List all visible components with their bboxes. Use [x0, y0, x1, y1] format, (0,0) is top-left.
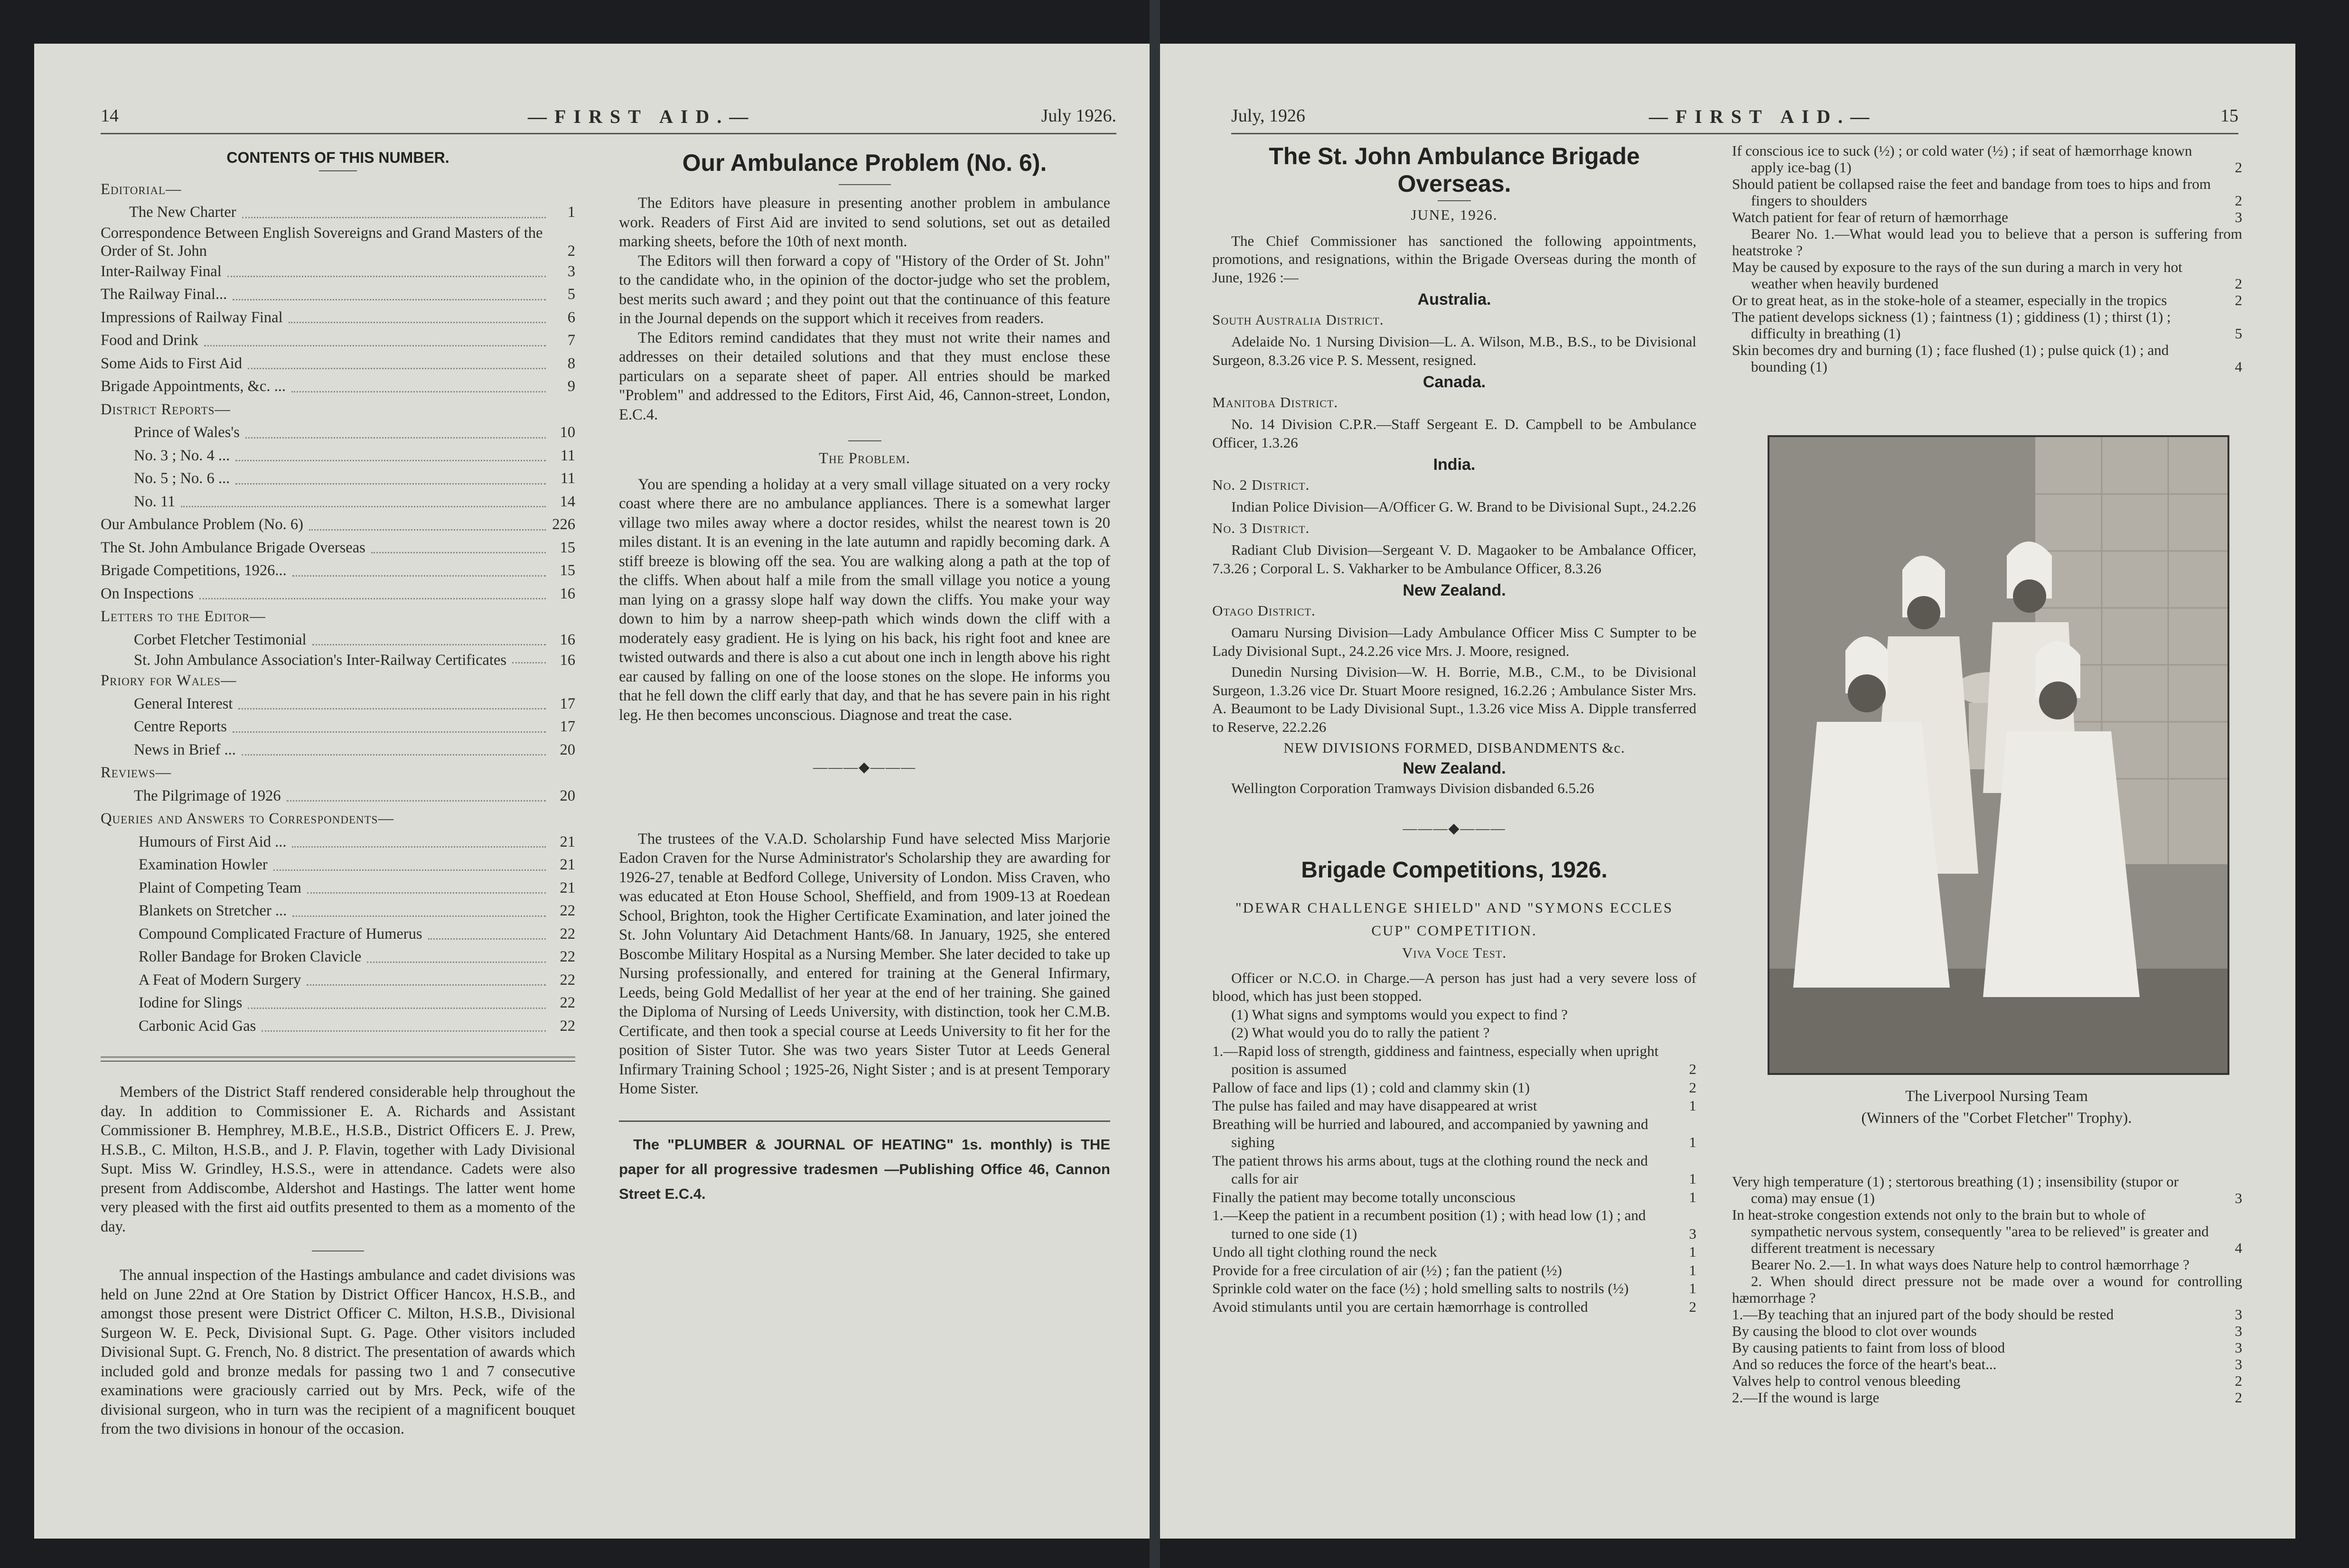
issue-date: July 1926.: [1041, 106, 1116, 126]
problem-intro-2: The Editors will then forward a copy of "History of the Order of St. John" to the candidate who, in the opinion of the doctor-judge who set the problem, best merits such award ; and they point out that the continuance of this feature in the Journal depends on the support which it receives from readers.: [619, 252, 1110, 327]
heading-rule: [1438, 200, 1471, 201]
hastings-note: The annual inspection of the Hastings ambulance and cadet divisions was held on June 22nd at Ore Station by District Officer Hancox, H.S.B., and amongst those present were District Officer C. Milton, H.S.B., Divisional Surgeon W. E. Peck, Divisional Supt. G. Page. Other visitors included Divisional Supt. G. French, No. 8 district. The presentation of awards which included gold and bronze medals for passing two 1 and 7 consecutive examinations were graciously carried out by Mrs. Peck, wife of the divisional surgeon, who in turn was the recipient of a magnificent bouquet from the two divisions in honour of the occasion.: [101, 1267, 575, 1437]
marks-value: 2: [2235, 159, 2242, 176]
district-note: Members of the District Staff rendered considerable help throughout the day. In addition to Commissioner E. A. Richards and Assistant Commissioner B. Hemphrey, M.B.E., H.S.B., District Officers E. J. Prew, H.S.B., C. Milton, H.S.B., and J. P. Flavin, together with Lady Divisional Supt. Miss W. Grindley, H.S.S., were in attendance. Cadets were also present from Addiscombe, Aldershot and Hastings. The latter went home very pleased with the first aid outfits presented to them as a momento of the day.: [101, 1083, 575, 1235]
marks-text: In heat-stroke congestion extends not only to the brain but to whole of sympathetic nervous system, consequently "area to be relieved" is greater and different treatment is necessary: [1732, 1206, 2209, 1256]
contents-entry-page: 15: [560, 562, 575, 579]
contents-entry: [101, 669, 575, 692]
contents-entry: [101, 715, 575, 738]
contents-entry-page: 16: [560, 585, 575, 602]
district-heading: South Australia District.: [1212, 311, 1384, 328]
marks-value: 2: [1689, 1298, 1696, 1315]
contents-entry-page: 22: [560, 1017, 575, 1035]
leader-dots: [307, 984, 546, 986]
test-heading: Viva Voce Test.: [1402, 944, 1507, 961]
marks-text: 2.—If the wound is large: [1732, 1389, 1880, 1406]
marks-value: 2: [1689, 1061, 1696, 1077]
contents-entry-title: Centre Reports: [134, 718, 227, 735]
nursing-team-photo: [1768, 435, 2229, 1075]
leader-dots: [371, 552, 546, 553]
marks-value: 2: [2235, 1372, 2242, 1389]
contents-entry: [101, 467, 575, 490]
marks-text: 1.—By teaching that an injured part of the body should be rested: [1732, 1306, 2114, 1323]
marks-value: 1: [1689, 1280, 1696, 1297]
contents-entry: [101, 738, 575, 762]
contents-entry-title: No. 11: [134, 493, 176, 510]
contents-rule: [101, 1056, 575, 1062]
contents-entry-page: 9: [567, 378, 575, 395]
leader-dots: [199, 598, 546, 599]
contents-entry-title: Blankets on Stretcher ...: [139, 902, 287, 919]
marks-row: [1212, 1279, 1696, 1298]
marks-row: [1732, 176, 2242, 209]
appointment-entry: Adelaide No. 1 Nursing Division—L. A. Wilson, M.B., B.S., to be Divisional Surgeon, 8.3.26 vice P. S. Messent, resigned.: [1212, 333, 1696, 368]
marks-row: [1732, 292, 2242, 308]
marks-text: And so reduces the force of the heart's beat...: [1732, 1356, 1997, 1372]
marks-value: 2: [2235, 292, 2242, 308]
question-2: (2) What would you do to rally the patient ?: [1231, 1024, 1490, 1041]
contents-entry-title: Compound Complicated Fracture of Humerus: [139, 925, 422, 943]
marks-text: Very high temperature (1) ; stertorous breathing (1) ; insensibility (stupor or coma) may ensue (1): [1732, 1173, 2179, 1206]
problem-subheading: The Problem.: [819, 450, 910, 467]
contents-entry: [101, 807, 575, 831]
leader-dots: [233, 731, 546, 733]
marks-text: Finally the patient may become totally unconscious: [1212, 1188, 1516, 1205]
marks-row: [1212, 1243, 1696, 1261]
marks-row: [1212, 1261, 1696, 1280]
contents-entry-page: 22: [560, 948, 575, 965]
marks-value: 1: [1689, 1134, 1696, 1150]
marks-text: The pulse has failed and may have disappeared at wrist: [1212, 1097, 1537, 1114]
marks-value: 3: [2235, 1323, 2242, 1339]
contents-entry: [101, 831, 575, 854]
running-title: —FIRST AID.—: [1649, 106, 1877, 127]
contents-entry-title: Reviews—: [101, 764, 172, 781]
marks-text: Breathing will be hurried and laboured, and accompanied by yawning and sighing: [1212, 1115, 1648, 1150]
contents-entry: [101, 352, 575, 375]
bearer-2-question: Bearer No. 2.—1. In what ways does Nature help to control hæmorrhage ?: [1751, 1256, 2190, 1273]
marks-value: 1: [1689, 1261, 1696, 1279]
contents-entry: [101, 224, 575, 260]
book-spine: [1150, 0, 1160, 1568]
contents-entry-title: No. 3 ; No. 4 ...: [134, 447, 230, 464]
contents-entry: [101, 1015, 575, 1038]
contents-entry: [101, 559, 575, 582]
leader-dots: [312, 644, 546, 645]
marks-value: 4: [2235, 1240, 2242, 1256]
contents-entry-title: Food and Drink: [101, 332, 198, 349]
section-ornament: ———◆———: [813, 759, 917, 775]
overseas-column: [1212, 142, 1696, 1316]
leader-dots: [242, 754, 546, 756]
vad-scholarship: The trustees of the V.A.D. Scholarship Fund have selected Miss Marjorie Eadon Craven for the Nurse Administrator's Scholarship they are awarding for 1926-27, tenable at Bedford College, University of London. Miss Craven, who was educated at Eton House School, Sheffield, and from 1909-13 at Roedean School, Brighton, took the Higher Certificate Examination, and later joined the St. John Voluntary Aid Detachment Hants/68. In January, 1925, she entered Boscombe Military Hospital as a Nursing Member. She later decided to take up Nursing professionally, and entered for training at the General Infirmary, Leeds, being Gold Medallist of her year at the end of her training. She gained the Diploma of Nursing of Leeds University, with distinction, took her C.M.B. Certificate, and then took a special course at Leeds University to fit her for the position of Sister Tutor. She was two years Sister Tutor at Leeds General Infirmary Training School ; 1925-26, Night Sister ; and is at present Temporary Home Sister.: [619, 830, 1110, 1097]
marks-text: Skin becomes dry and burning (1) ; face flushed (1) ; pulse quick (1) ; and bounding (1): [1732, 342, 2169, 375]
advert-rule: [619, 1120, 1110, 1122]
leader-dots: [262, 1030, 546, 1032]
leader-dots: [235, 460, 546, 461]
contents-entry-title: Inter-Railway Final: [101, 262, 222, 280]
contents-entry: [101, 628, 575, 652]
marks-text: Provide for a free circulation of air (½) ; fan the patient (½): [1212, 1261, 1562, 1279]
marks-row: [1732, 1173, 2242, 1206]
bearer-1-question: Bearer No. 1.—What would lead you to believe that a person is suffering from heatstroke ?: [1732, 225, 2242, 259]
district-heading: Otago District.: [1212, 602, 1316, 619]
leader-dots: [512, 662, 546, 663]
contents-entry-title: Correspondence Between English Sovereigns and Grand Masters of the Order of St. John: [101, 224, 543, 260]
marks-value: 2: [2235, 192, 2242, 209]
overseas-sections: [1212, 290, 1696, 736]
leader-dots: [291, 391, 546, 392]
marks-value: 3: [2235, 1306, 2242, 1323]
contents-entry-page: 22: [560, 994, 575, 1011]
contents-entry: [101, 201, 575, 224]
contents-entry-page: 21: [560, 879, 575, 896]
question-text: Officer or N.C.O. in Charge.—A person has just had a very severe loss of blood, which has just been stopped.: [1212, 969, 1696, 1004]
contents-entry-page: 17: [560, 718, 575, 735]
leader-dots: [248, 368, 546, 369]
contents-entry-page: 8: [567, 355, 575, 372]
problem-column: [619, 148, 1110, 1206]
overseas-month: JUNE, 1926.: [1411, 206, 1498, 223]
contents-entry: [101, 784, 575, 808]
marks-row: [1212, 1042, 1696, 1079]
marks-row: [1212, 1115, 1696, 1152]
contents-entry: [101, 490, 575, 513]
marks-value: 1: [1689, 1170, 1696, 1187]
contents-entry-title: Letters to the Editor—: [101, 608, 266, 625]
appointment-entry: Indian Police Division—A/Officer G. W. Brand to be Divisional Supt., 24.2.26: [1231, 498, 1696, 515]
marks-value: 4: [2235, 358, 2242, 375]
marks-value: 3: [2235, 1339, 2242, 1356]
contents-heading: CONTENTS OF THIS NUMBER.: [226, 149, 449, 166]
page-number: 14: [101, 106, 119, 126]
contents-entry-page: 20: [560, 787, 575, 804]
contents-entry-title: A Feat of Modern Surgery: [139, 971, 301, 989]
marks-row: [1732, 1372, 2242, 1389]
contents-entry: [101, 605, 575, 628]
caption-subtitle: (Winners of the "Corbet Fletcher" Trophy).: [1861, 1110, 2132, 1127]
contents-entry-title: Queries and Answers to Correspondents—: [101, 810, 394, 827]
contents-entry: [101, 306, 575, 329]
competitions-heading: Brigade Competitions, 1926.: [1301, 858, 1608, 883]
contents-entry-page: 11: [560, 447, 575, 464]
contents-entry-page: 3: [567, 262, 575, 280]
marks-value: 2: [1689, 1079, 1696, 1096]
overseas-intro: The Chief Commissioner has sanctioned the following appointments, promotions, and resignations, within the Brigade Overseas during the month of June, 1926 :—: [1212, 232, 1696, 286]
leader-dots: [289, 322, 546, 323]
contents-entry: [101, 513, 575, 536]
contents-entry-page: 7: [567, 332, 575, 349]
leader-dots: [273, 869, 546, 871]
leader-dots: [428, 938, 546, 940]
section-ornament: ———◆———: [1403, 820, 1506, 836]
marks-list-c: [1732, 259, 2242, 375]
contents-entry-title: No. 5 ; No. 6 ...: [134, 470, 230, 487]
leader-dots: [292, 846, 546, 848]
photo-caption: [1768, 1085, 2226, 1129]
marks-column: [1732, 142, 2242, 375]
contents-entry-title: Corbet Fletcher Testimonial: [134, 631, 307, 648]
marks-value: 3: [2235, 209, 2242, 225]
contents-entry-page: 16: [560, 652, 575, 669]
district-heading: No. 3 District.: [1212, 519, 1310, 536]
contents-entry-page: 14: [560, 493, 575, 510]
contents-entry-title: Brigade Competitions, 1926...: [101, 562, 287, 579]
overseas-heading: The St. John Ambulance Brigade Overseas.: [1269, 143, 1640, 197]
contents-entry: [101, 945, 575, 969]
contents-entry-page: 17: [560, 695, 575, 712]
marks-row: [1212, 1152, 1696, 1188]
contents-entry: [101, 692, 575, 716]
contents-entry: [101, 899, 575, 923]
contents-entry: [101, 260, 575, 283]
contents-entry: [101, 421, 575, 444]
left-running-head: [101, 100, 1116, 138]
right-running-head: [1231, 100, 2238, 138]
page-number: 15: [2220, 106, 2238, 126]
marks-list-e: [1732, 1306, 2242, 1406]
marks-text: Watch patient for fear of return of hæmorrhage: [1732, 209, 2008, 225]
contents-entry-title: General Interest: [134, 695, 233, 712]
marks-value: 3: [2235, 1190, 2242, 1206]
country-heading: New Zealand.: [1403, 581, 1506, 599]
marks-row: [1732, 142, 2242, 176]
contents-entry: [101, 853, 575, 877]
problem-heading: Our Ambulance Problem (No. 6).: [682, 149, 1047, 176]
marks-text: Pallow of face and lips (1) ; cold and clammy skin (1): [1212, 1079, 1530, 1096]
problem-intro-1: The Editors have pleasure in presenting another problem in ambulance work. Readers of First Aid are invited to send solutions, set out as detailed marking sheets, before the 10th of next month.: [619, 195, 1110, 250]
contents-entry: [101, 969, 575, 992]
marks-row: [1212, 1097, 1696, 1115]
marks-row: [1732, 259, 2242, 292]
contents-column: [101, 148, 575, 1439]
marks-text: Sprinkle cold water on the face (½) ; hold smelling salts to nostrils (½): [1212, 1280, 1629, 1297]
district-heading: Manitoba District.: [1212, 393, 1338, 411]
header-rule: [1231, 133, 2238, 134]
marks-row: [1732, 1389, 2242, 1406]
marks-text: The patient throws his arms about, tugs at the clothing round the neck and calls for air: [1212, 1152, 1648, 1187]
contents-entry-page: 21: [560, 833, 575, 850]
heading-rule: [319, 170, 357, 171]
marks-row: [1212, 1298, 1696, 1316]
question-1: (1) What signs and symptoms would you expect to find ?: [1231, 1006, 1568, 1023]
marks-row: [1212, 1188, 1696, 1207]
left-page: [34, 44, 1150, 1539]
contents-entry-page: 10: [560, 424, 575, 441]
contents-entry: [101, 375, 575, 398]
marks-list-b: [1732, 142, 2242, 225]
contents-entry-title: District Reports—: [101, 401, 231, 418]
contents-entry-page: 22: [560, 925, 575, 943]
contents-entry-page: 1: [567, 204, 575, 221]
contents-entry-page: 2: [567, 242, 575, 260]
new-divisions-heading: NEW DIVISIONS FORMED, DISBANDMENTS &c.: [1283, 739, 1625, 756]
marks-text: The patient develops sickness (1) ; faintness (1) ; giddiness (1) ; thirst (1) ; difficulty in breathing (1): [1732, 308, 2171, 342]
sub-rule: [848, 440, 881, 441]
contents-entry-title: Carbonic Acid Gas: [139, 1017, 256, 1035]
leader-dots: [235, 483, 546, 485]
question-2b: 2. When should direct pressure not be made over a wound for controlling hæmorrhage ?: [1732, 1273, 2242, 1306]
contents-entry-title: Our Ambulance Problem (No. 6): [101, 516, 303, 533]
marks-row: [1212, 1079, 1696, 1097]
contents-entry-page: 5: [567, 286, 575, 303]
country-heading: Australia.: [1417, 290, 1491, 308]
plumber-advert: The "PLUMBER & JOURNAL OF HEATING" 1s. monthly) is THE paper for all progressive tradesmen —Publishing Office 46, Cannon Street E.C.4.: [619, 1136, 1110, 1202]
problem-body: You are spending a holiday at a very small village situated on a very rocky coast where there are no ambulance appliances. There is a somewhat larger village two miles away where a doctor resides, whilst the nearest town is 20 miles distant. It is an evening in the late autumn and rapidly becoming dark. A stiff breeze is blowing off the sea. You are walking along a path at the top of the cliffs. When about half a mile from the small village you notice a young man lying on a grassy slope half way down the cliffs. You make your way down to him by a narrow sheep-path which winds down the cliff with a moderately easy gradient. He is lying on his back, his right foot and knee are twisted outwards and there is also a cut about one inch in length above his right ear caused by falling on one of the loose stones on the slope. He informs you that he fell down the cliff early that day, and that he has severe pain in his right leg. He then becomes unconscious. Diagnose and treat the case.: [619, 476, 1110, 724]
caption-title: The Liverpool Nursing Team: [1905, 1088, 2088, 1105]
marks-text: Undo all tight clothing round the neck: [1212, 1243, 1437, 1260]
contents-entry-title: Roller Bandage for Broken Clavicle: [139, 948, 362, 965]
marks-value: 5: [2235, 325, 2242, 342]
marks-value: 2: [2235, 275, 2242, 292]
leader-dots: [307, 892, 546, 894]
contents-entry: [101, 923, 575, 946]
contents-entry-title: Prince of Wales's: [134, 424, 240, 441]
contents-entry: [101, 398, 575, 421]
marks-row: [1732, 308, 2242, 342]
contents-entry-title: Editorial—: [101, 180, 182, 198]
marks-value: 2: [2235, 1389, 2242, 1406]
marks-row: [1212, 1206, 1696, 1243]
leader-dots: [287, 800, 546, 802]
contents-entry-title: The Railway Final...: [101, 286, 227, 303]
marks-value: 3: [2235, 1356, 2242, 1372]
country-heading: New Zealand.: [1403, 759, 1506, 777]
appointment-entry: Dunedin Nursing Division—W. H. Borrie, M.B., C.M., to be Divisional Surgeon, 1.3.26 vice Dr. Stuart Moore resigned, 16.2.26 ; Ambulance Sister Mrs. A. Beaumont to be Lady Divisional Supt., 1.3.26 vice Miss A. Dipple transferred to Reserve, 22.2.26: [1212, 663, 1696, 735]
marks-text: Valves help to control venous bleeding: [1732, 1372, 1961, 1389]
right-page: [1160, 44, 2295, 1539]
marks-text: 1.—Keep the patient in a recumbent position (1) ; with head low (1) ; and turned to one side (1): [1212, 1207, 1646, 1242]
contents-entry: [101, 761, 575, 784]
contents-entry-title: Plaint of Competing Team: [139, 879, 301, 896]
marks-row: [1732, 1306, 2242, 1323]
marks-column-lower: [1732, 1173, 2242, 1406]
contents-entry-title: Iodine for Slings: [139, 994, 243, 1011]
running-title: —FIRST AID.—: [528, 106, 756, 127]
marks-text: If conscious ice to suck (½) ; or cold water (½) ; if seat of hæmorrhage known apply ice-bag (1): [1732, 142, 2192, 176]
leader-dots: [227, 276, 546, 277]
contents-entry-page: 15: [560, 539, 575, 556]
appointment-entry: Radiant Club Division—Sergeant V. D. Magaoker to be Ambalance Officer, 7.3.26 ; Corporal L. S. Vakharker to be Ambulance Officer, 8.3.26: [1212, 541, 1696, 577]
country-heading: Canada.: [1423, 373, 1486, 391]
appointment-entry: No. 14 Division C.P.R.—Staff Sergeant E. D. Campbell to be Ambulance Officer, 1.3.26: [1212, 416, 1696, 451]
contents-entry-page: 11: [560, 470, 575, 487]
marks-value: 3: [1689, 1225, 1696, 1242]
contents-entry-title: On Inspections: [101, 585, 194, 602]
contents-entry-title: Brigade Appointments, &c. ...: [101, 378, 286, 395]
leader-dots: [204, 345, 546, 346]
marks-value: 1: [1689, 1243, 1696, 1260]
marks-value: 1: [1689, 1188, 1696, 1205]
contents-entry-title: Priory for Wales—: [101, 672, 237, 689]
contents-entry-page: 226: [552, 516, 575, 533]
contents-list: [101, 178, 575, 1038]
marks-text: Avoid stimulants until you are certain hæmorrhage is controlled: [1212, 1298, 1588, 1315]
photo-illustration: [1769, 437, 2227, 1073]
contents-entry: [101, 329, 575, 352]
marks-text: May be caused by exposure to the rays of the sun during a march in very hot weather when heavily burdened: [1732, 259, 2182, 292]
contents-entry: [101, 877, 575, 900]
contents-entry-page: 20: [560, 741, 575, 758]
contents-entry-title: St. John Ambulance Association's Inter-Railway Certificates: [134, 652, 507, 669]
contents-entry-page: 16: [560, 631, 575, 648]
competitions-subheading: "DEWAR CHALLENGE SHIELD" AND "SYMONS ECCLES CUP" COMPETITION.: [1235, 899, 1674, 939]
district-heading: No. 2 District.: [1212, 476, 1310, 493]
leader-dots: [245, 437, 546, 439]
marks-row: [1732, 1206, 2242, 1256]
marks-text: 1.—Rapid loss of strength, giddiness and faintness, especially when upright position is assumed: [1212, 1042, 1659, 1077]
marks-text: By causing the blood to clot over wounds: [1732, 1323, 1977, 1339]
contents-entry: [101, 444, 575, 467]
leader-dots: [181, 506, 546, 507]
contents-entry-title: The Pilgrimage of 1926: [134, 787, 281, 804]
marks-text: By causing patients to faint from loss of blood: [1732, 1339, 2005, 1356]
wellington-entry: Wellington Corporation Tramways Division disbanded 6.5.26: [1231, 780, 1594, 796]
contents-entry-page: 22: [560, 902, 575, 919]
header-rule: [101, 133, 1116, 134]
leader-dots: [248, 1008, 546, 1009]
contents-entry: [101, 991, 575, 1015]
marks-row: [1732, 342, 2242, 375]
marks-row: [1732, 1323, 2242, 1339]
marks-row: [1732, 1339, 2242, 1356]
contents-entry: [101, 651, 575, 669]
marks-value: 1: [1689, 1097, 1696, 1114]
contents-entry-title: Impressions of Railway Final: [101, 308, 283, 326]
contents-entry-title: The St. John Ambulance Brigade Overseas: [101, 539, 365, 556]
contents-entry-title: News in Brief ...: [134, 741, 236, 758]
contents-entry-title: Some Aids to First Aid: [101, 355, 242, 372]
leader-dots: [233, 299, 546, 300]
issue-date: July, 1926: [1231, 106, 1305, 126]
marks-list-a: [1212, 1042, 1696, 1316]
marks-row: [1732, 209, 2242, 225]
contents-entry-title: Humours of First Aid ...: [139, 833, 287, 850]
leader-dots: [292, 915, 546, 917]
contents-entry: [101, 582, 575, 606]
contents-entry: [101, 536, 575, 560]
leader-dots: [238, 708, 546, 709]
contents-entry-page: 6: [567, 308, 575, 326]
contents-entry-page: 22: [560, 971, 575, 989]
heading-rule: [839, 184, 891, 185]
contents-entry: [101, 178, 575, 201]
contents-entry-title: Examination Howler: [139, 856, 268, 873]
contents-entry-page: 21: [560, 856, 575, 873]
marks-row: [1732, 1356, 2242, 1372]
leader-dots: [367, 961, 546, 963]
leader-dots: [292, 575, 546, 577]
leader-dots: [242, 217, 546, 218]
country-heading: India.: [1433, 456, 1476, 474]
problem-intro-3: The Editors remind candidates that they must not write their names and addresses on their detailed solutions and that they must enclose these particulars on a separate sheet of paper. All entries should be marked "Problem" and addressed to the Editors, First Aid, 46, Cannon-street, London, E.C.4.: [619, 329, 1110, 423]
appointment-entry: Oamaru Nursing Division—Lady Ambulance Officer Miss C Sumpter to be Lady Divisional Supt., 24.2.26 vice Mrs. J. Moore, resigned.: [1212, 624, 1696, 659]
contents-entry: [101, 283, 575, 306]
marks-list-d: [1732, 1173, 2242, 1256]
marks-text: Or to great heat, as in the stoke-hole of a steamer, especially in the tropics: [1732, 292, 2167, 308]
leader-dots: [309, 529, 546, 531]
marks-text: Should patient be collapsed raise the feet and bandage from toes to hips and from fingers to shoulders: [1732, 176, 2211, 209]
contents-entry-title: The New Charter: [129, 204, 236, 221]
